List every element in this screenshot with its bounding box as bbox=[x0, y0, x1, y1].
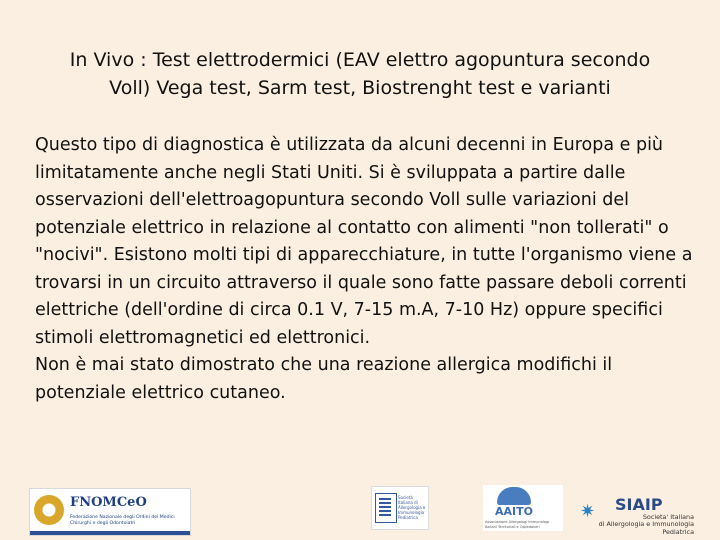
society-emblem-icon bbox=[375, 493, 397, 523]
slide-title-line-1: In Vivo : Test elettrodermici (EAV elettro agopuntura secondo bbox=[69, 49, 651, 71]
siaip-logo bbox=[577, 495, 694, 536]
body-paragraph-2: Non è mai stato dimostrato che una reazione allergica modifichi il potenziale elettrico cutaneo. bbox=[35, 355, 613, 403]
logo-footer bbox=[0, 484, 720, 540]
fnomceo-logo-subtitle: Federazione Nazionale degli Ordini dei Medici Chirurghi e degli Odontoiatri bbox=[70, 515, 175, 526]
aaito-logo-name: AAITO bbox=[495, 505, 533, 518]
slide-body bbox=[35, 132, 700, 407]
fnomceo-logo-bar bbox=[30, 531, 190, 535]
aaito-logo-text: Associazione Allergologi Immunologi Italiani Territoriali e Ospedalieri bbox=[485, 520, 550, 529]
slide-title bbox=[30, 46, 690, 102]
fnomceo-logo bbox=[29, 488, 191, 536]
body-paragraph-1: Questo tipo di diagnostica è utilizzata da alcuni decenni in Europa e più limitatamente anche negli Stati Uniti. Si è sviluppata a partire dalle osservazioni dell'elettroagopuntura secondo Voll sulle variazioni del potenziale elettrico in relazione al contatto con alimenti "non tollerati" o "nocivi". Esistono molti tipi di apparecchiature, in tutte l'organismo viene a trovarsi in un circuito attraverso il quale sono fatte passare deboli correnti elettriche (dell'ordine di circa 0.1 V, 7-15 m.A, 7-10 Hz) oppure specifici stimoli elettromagnetici ed elettronici. bbox=[35, 135, 693, 348]
society-small-logo-text: Società Italiana di Allergologia e Immunologia Pediatrica bbox=[398, 495, 426, 520]
fnomceo-emblem-icon bbox=[34, 495, 64, 525]
siaip-logo-line-1: Societa' Italiana bbox=[642, 513, 694, 521]
aaito-emblem-icon bbox=[497, 487, 531, 505]
fnomceo-logo-name: FNOMCeO bbox=[70, 495, 147, 510]
siaip-logo-name: SIAIP bbox=[615, 495, 663, 514]
aaito-logo bbox=[483, 485, 563, 531]
siaip-star-icon: ✷ bbox=[580, 501, 596, 522]
siaip-logo-text bbox=[577, 514, 694, 536]
siaip-logo-line-2: di Allergologia e Immunologia Pediatrica bbox=[598, 520, 694, 536]
society-small-logo bbox=[371, 486, 429, 530]
slide-title-line-2: Voll) Vega test, Sarm test, Biostrenght test e varianti bbox=[109, 77, 611, 99]
